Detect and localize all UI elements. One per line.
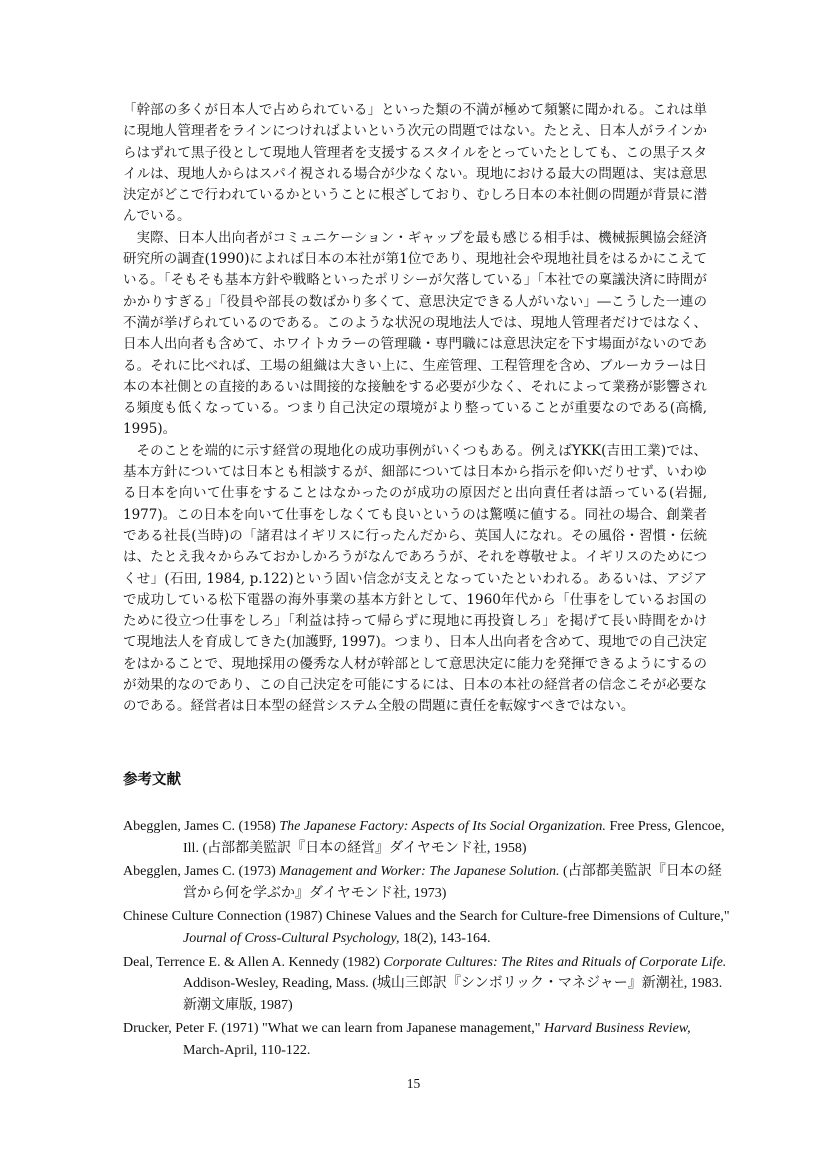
reference-item: Chinese Culture Connection (1987) Chinese Values and the Search for Culture-free Dimensions of Culture," Journal of Cross-Cultural Psychology, 18(2), 143-164. — [123, 909, 730, 946]
reference-list — [123, 816, 733, 1064]
reference-item: Drucker, Peter F. (1971) "What we can learn from Japanese management," Harvard Business Review, March-April, 110-122. — [123, 1021, 691, 1058]
reference-item: Deal, Terrence E. & Allen A. Kennedy (1982) Corporate Cultures: The Rites and Rituals of Corporate Life. Addison-Wesley, Reading, Mass. (城山三郎訳『シンボリック・マネジャー』新潮社, 1983. 新潮文庫版, 1987) — [123, 954, 727, 1013]
references-heading: 参考文献 — [123, 772, 181, 788]
paragraph-1: 「幹部の多くが日本人で占められている」といった類の不満が極めて頻繁に聞かれる。これは単に現地人管理者をラインにつければよいという次元の問題ではない。たとえ、日本人がラインからはずれて黒子役として現地人管理者を支援するスタイルをとっていたとしても、この黒子スタイルは、現地人からはスパイ視される場合が少なくない。現地における最大の問題は、実は意思決定がどこで行われているかということに根ざしており、むしろ日本の本社側の問題が背景に潜んでいる。 — [123, 102, 707, 225]
paragraph-2: 実際、日本人出向者がコミュニケーション・ギャップを最も感じる相手は、機械振興協会経済研究所の調査(1990)によれば日本の本社が第1位であり、現地社会や現地社員をはるかにこえている。「そもそも基本方針や戦略といったポリシーが欠落している」「本社での稟議決済に時間がかかりすぎる」「役員や部長の数ばかり多くて、意思決定できる人がいない」―こうした一連の不満が挙げられているのである。このような状況の現地法人では、現地人管理者だけではなく、日本人出向者も含めて、ホワイトカラーの管理職・専門職には意思決定を下す場面がないのである。それに比べれば、工場の組織は大きい上に、生産管理、工程管理を含め、ブルーカラーは日本の本社側との直接的あるいは間接的な接触をする必要が少なく、それによって業務が影響される頻度も低くなっている。つまり自己決定の環境がより整っていることが重要なのである(高橋, 1995)。 — [123, 229, 707, 438]
paragraph-3: そのことを端的に示す経営の現地化の成功事例がいくつもある。例えばYKK(吉田工業)では、基本方針については日本とも相談するが、細部については日本から指示を仰いだりせず、いわゆる日本を向いて仕事をすることはなかったのが成功の原因だと出向責任者は語っている(岩掘, 1977)。この日本を向いて仕事をしなくても良いというのは驚嘆に値する。同社の場合、創業者である社長(当時)の「諸君はイギリスに行ったんだから、英国人になれ。その風俗・習慣・伝統は、たとえ我々からみておかしかろうがなんであろうが、それを尊敬せよ。イギリスのためにつくせ」(石田, 1984, p.122)という固い信念が支えとなっていたといわれる。あるいは、アジアで成功している松下電器の海外事業の基本方針として、1960年代から「仕事をしているお国のために役立つ仕事をしろ」「利益は持って帰らずに現地に再投資しろ」を掲げて長い時間をかけて現地法人を育成してきた(加護野, 1997)。つまり、日本人出向者を含めて、現地での自己決定をはかることで、現地採用の優秀な人材が幹部として意思決定に能力を発揮できるようにするのが効果的なのであり、この自己決定を可能にするには、日本の本社の経営者の信念こそが必要なのである。経営者は日本型の経営システム全般の問題に責任を転嫁すべきではない。 — [123, 442, 707, 715]
reference-item: Abegglen, James C. (1973) Management and Worker: The Japanese Solution. (占部都美監訳『日本の経営から何を学ぶか』ダイヤモンド社, 1973) — [123, 864, 722, 901]
body-text — [123, 100, 707, 718]
reference-item: Abegglen, James C. (1958) The Japanese Factory: Aspects of Its Social Organization. Free Press, Glencoe, Ill. (占部都美監訳『日本の経営』ダイヤモンド社, 1958) — [123, 819, 725, 856]
page-number: 15 — [406, 1076, 421, 1091]
